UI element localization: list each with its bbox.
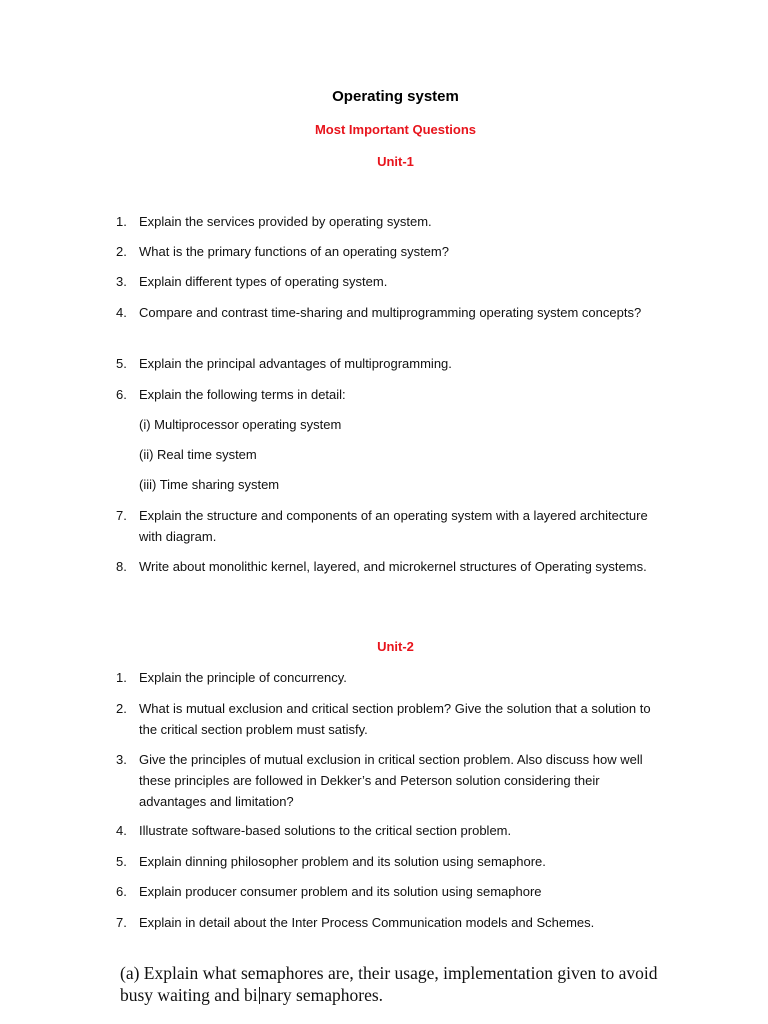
unit2-question-7 [116, 912, 656, 933]
question-text: What is mutual exclusion and critical section problem? Give the solution that a solution to the critical section problem must satisfy. [139, 701, 651, 737]
question-number: 6. [116, 387, 127, 402]
question-number: 8. [116, 559, 127, 574]
question-number: 4. [116, 823, 127, 838]
question-text: Compare and contrast time-sharing and multiprogramming operating system concepts? [139, 305, 642, 320]
unit2-question-4 [116, 820, 656, 841]
unit1-subitem-1: (i) Multiprocessor operating system [139, 417, 342, 432]
question-text: What is the primary functions of an operating system? [139, 244, 449, 259]
text-caret [259, 987, 260, 1004]
question-text: Explain the following terms in detail: [139, 387, 346, 402]
question-text: Give the principles of mutual exclusion in critical section problem. Also discuss how well these principles are followed in Dekker’s and Peterson solution considering their advantages and limitation? [139, 752, 643, 809]
question-text: Explain the structure and components of an operating system with a layered architecture with diagram. [139, 508, 648, 544]
question-number: 7. [116, 915, 127, 930]
unit1-question-4 [116, 302, 656, 323]
unit1-question-1 [116, 211, 656, 232]
question-text: Explain in detail about the Inter Process Communication models and Schemes. [139, 915, 595, 930]
question-text: Explain the services provided by operating system. [139, 214, 432, 229]
unit1-subitem-3: (iii) Time sharing system [139, 477, 280, 492]
question-number: 5. [116, 854, 127, 869]
unit1-question-2 [116, 241, 656, 262]
unit2-question-1 [116, 667, 656, 688]
unit1-question-6 [116, 384, 656, 405]
question-number: 7. [116, 508, 127, 523]
page-subtitle: Most Important Questions [314, 122, 477, 137]
bottom-note-line-2-end: nary semaphores. [260, 985, 384, 1005]
question-text: Explain the principal advantages of multiprogramming. [139, 356, 452, 371]
unit2-question-3 [116, 749, 656, 812]
question-number: 4. [116, 305, 127, 320]
question-number: 2. [116, 244, 127, 259]
question-number: 5. [116, 356, 127, 371]
unit1-question-7 [116, 505, 656, 547]
question-text: Illustrate software-based solutions to the critical section problem. [139, 823, 512, 838]
bottom-note-line-2-start: busy waiting and bi [120, 985, 258, 1005]
unit2-question-5 [116, 851, 656, 872]
unit1-question-8 [116, 556, 656, 577]
question-text: Explain the principle of concurrency. [139, 670, 347, 685]
bottom-note-line-2 [120, 984, 720, 1006]
unit1-subitem-2: (ii) Real time system [139, 447, 257, 462]
unit2-question-6 [116, 881, 656, 902]
question-text: Explain different types of operating system. [139, 274, 388, 289]
question-number: 3. [116, 274, 127, 289]
unit2-heading: Unit-2 [377, 639, 414, 654]
unit2-question-2 [116, 698, 656, 740]
page-title: Operating system [332, 88, 459, 105]
question-number: 1. [116, 214, 127, 229]
question-text: Explain producer consumer problem and its solution using semaphore [139, 884, 542, 899]
bottom-note[interactable] [120, 962, 720, 1006]
question-number: 1. [116, 670, 127, 685]
unit1-question-5 [116, 353, 656, 374]
unit1-heading: Unit-1 [377, 154, 414, 169]
question-text: Write about monolithic kernel, layered, and microkernel structures of Operating systems. [139, 559, 647, 574]
unit1-question-3 [116, 271, 656, 292]
question-number: 3. [116, 752, 127, 767]
bottom-note-line-1: (a) Explain what semaphores are, their usage, implementation given to avoid [120, 963, 658, 983]
question-number: 2. [116, 701, 127, 716]
question-number: 6. [116, 884, 127, 899]
question-text: Explain dinning philosopher problem and its solution using semaphore. [139, 854, 546, 869]
